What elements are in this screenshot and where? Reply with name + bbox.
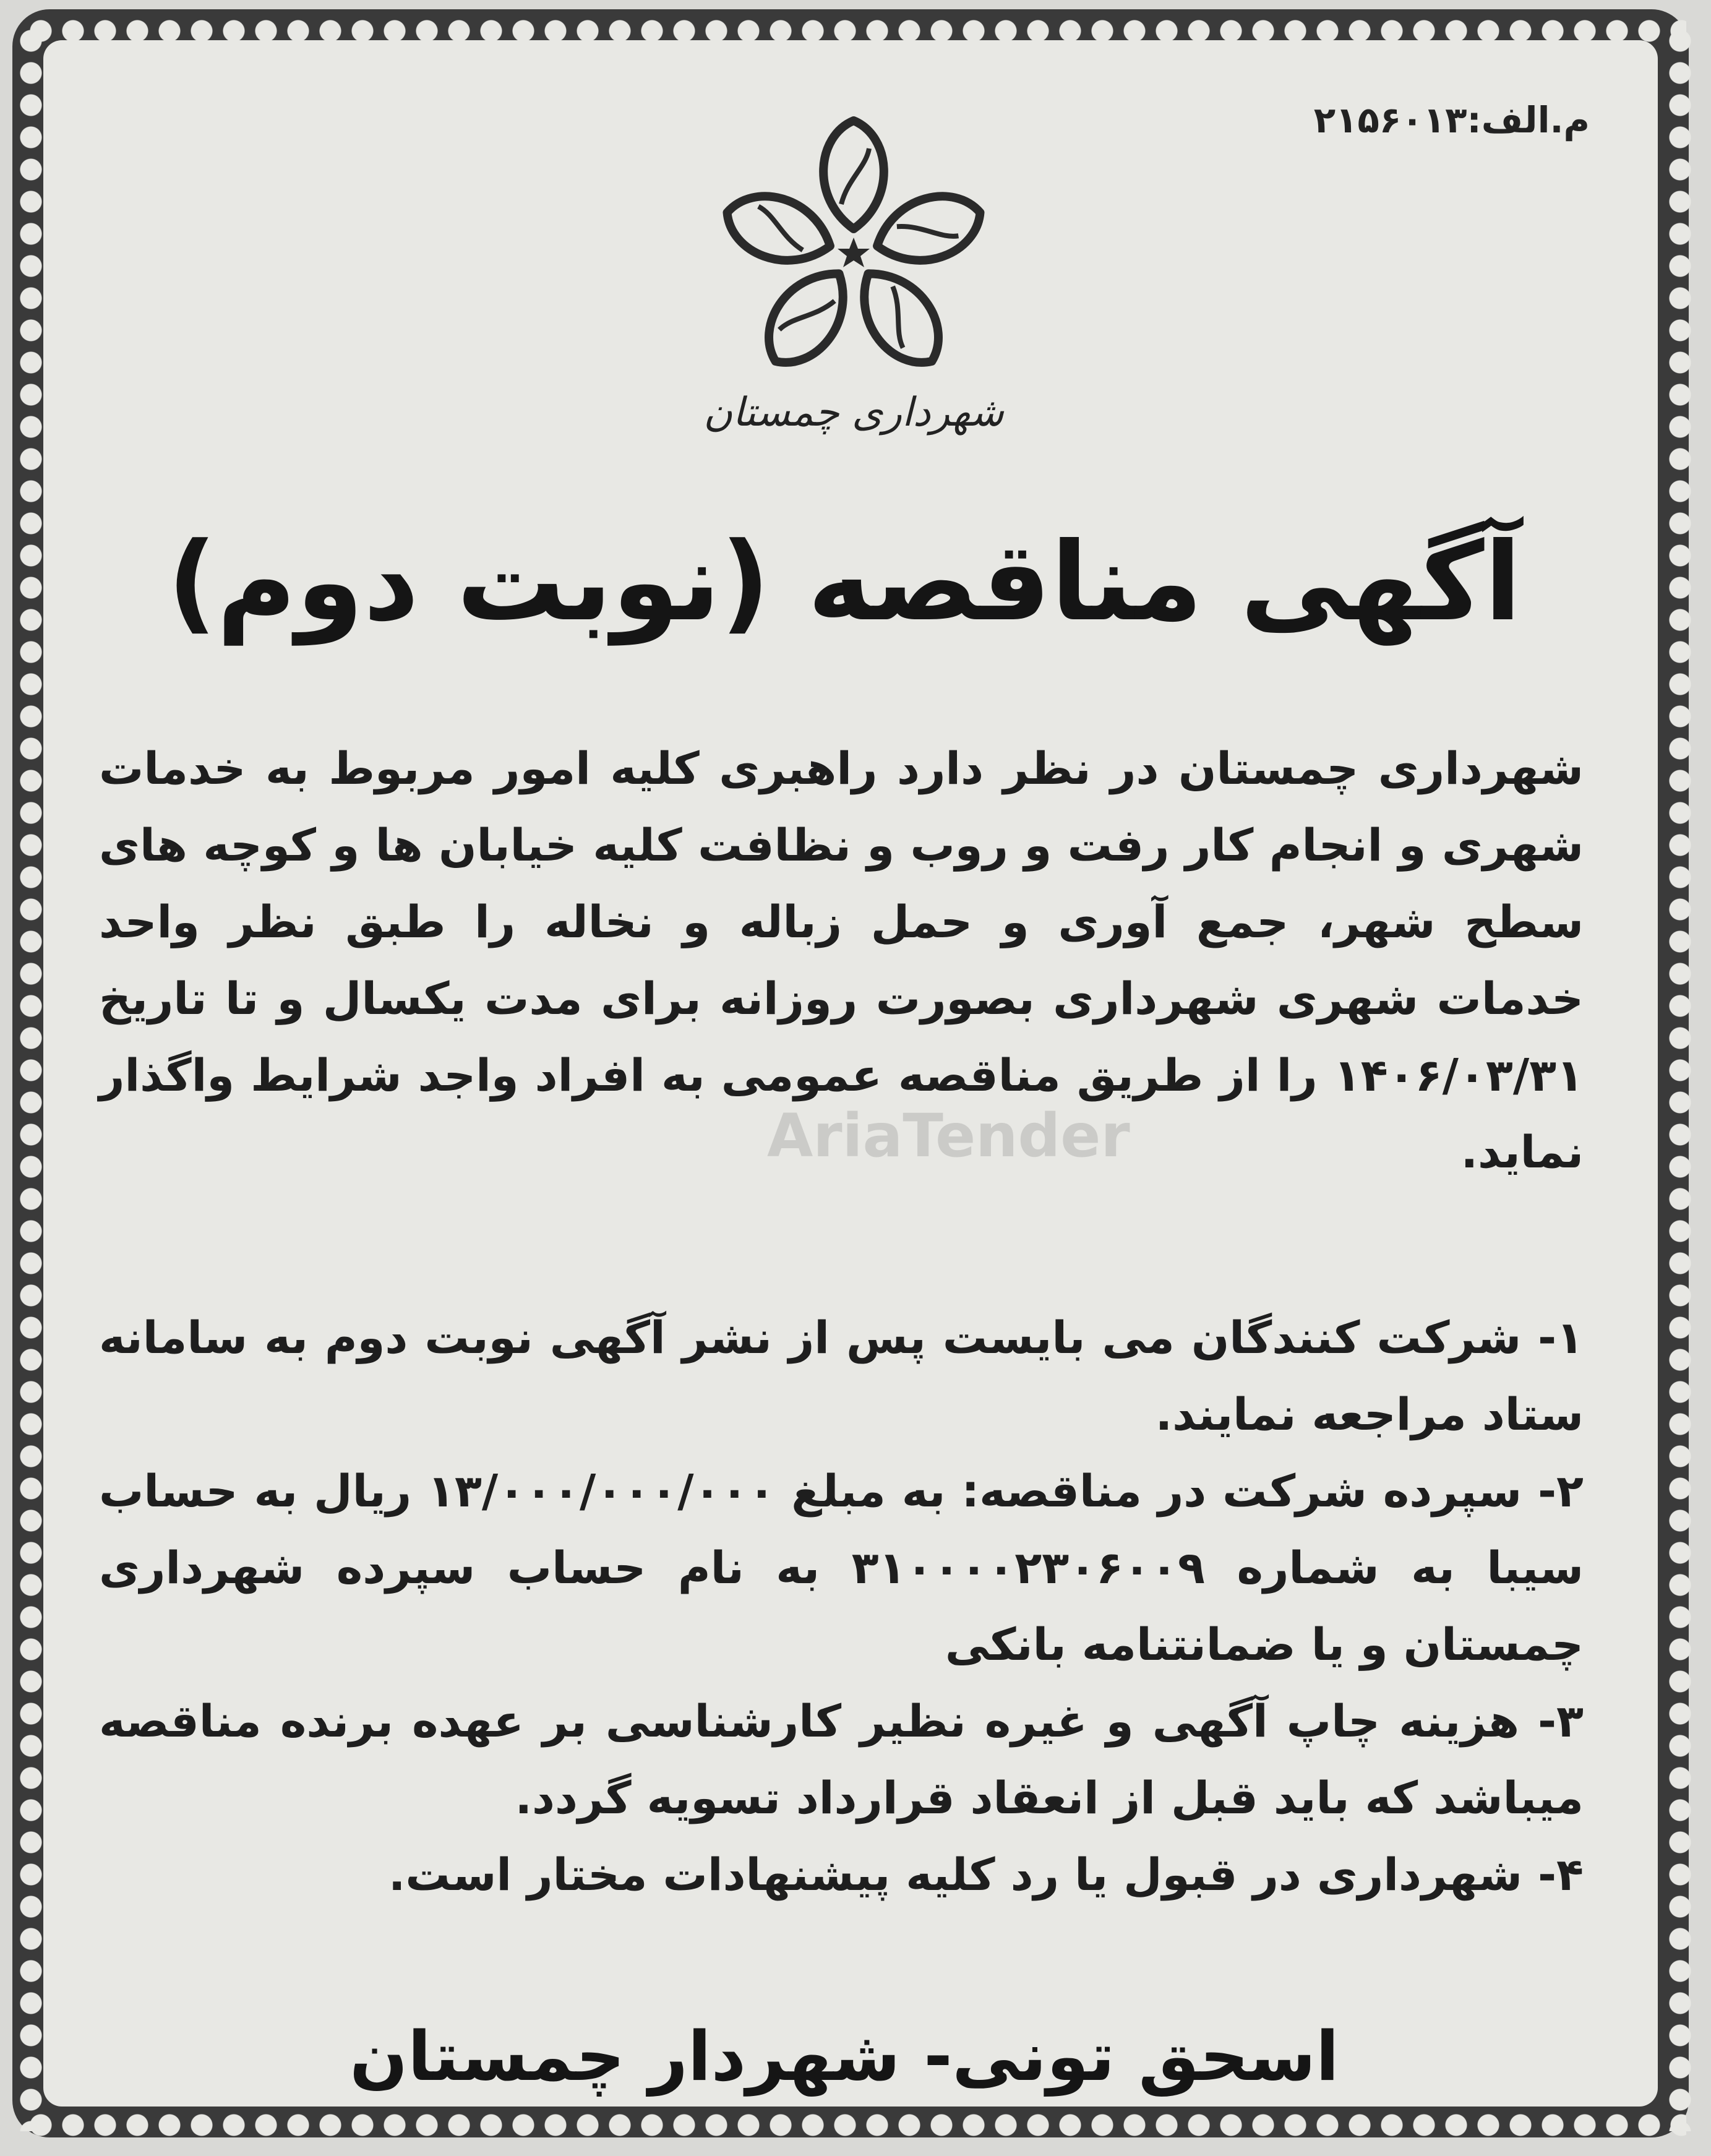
notice-items — [99, 1299, 1584, 1913]
list-item: ۳- هزینه چاپ آگهی و غیره نظیر کارشناسی بر عهده برنده مناقصه میباشد که باید قبل از انعقاد قرارداد تسویه گردد. — [99, 1695, 1584, 1824]
notice-content — [93, 80, 1596, 2096]
watermark-text: AriaTender — [767, 1101, 1130, 1170]
ad-code: م.الف:۲۱۵۶۰۱۳ — [1313, 99, 1590, 141]
list-item: ۲- سپرده شرکت در مناقصه: به مبلغ ۱۳/۰۰۰/۰۰۰/۰۰۰ ریال به حساب سیبا به شماره ۳۱۰۰۰۰۲۳۰۶۰۰۹ به نام حساب سپرده شهرداری چمستان و یا ضمانتنامه بانکی — [99, 1465, 1584, 1670]
list-item: ۱- شرکت کنندگان می بایست پس از نشر آگهی نوبت دوم به سامانه ستاد مراجعه نمایند. — [99, 1312, 1584, 1440]
list-item: ۴- شهرداری در قبول یا رد کلیه پیشنهادات مختار است. — [388, 1849, 1584, 1900]
notice-title: آگهی مناقصه (نوبت دوم) — [167, 520, 1522, 645]
signature: اسحق تونی- شهردار چمستان — [349, 2017, 1339, 2096]
logo-caption: شهرداری چمستان — [703, 390, 1004, 436]
notice-intro: شهرداری چمستان در نظر دارد راهبری کلیه امور مربوط به خدمات شهری و انجام کار رفت و روب و نظافت کلیه خیابان ها و کوچه های سطح شهر، جمع آوری و حمل زباله و نخاله را طبق نظر واحد خدمات شهری شهرداری بصورت روزانه برای مدت یکسال و تا تاریخ ۱۴۰۶/۰۳/۳۱ را از طریق مناقصه عمومی به افراد واجد شرایط واگذار نماید. — [99, 742, 1584, 1178]
